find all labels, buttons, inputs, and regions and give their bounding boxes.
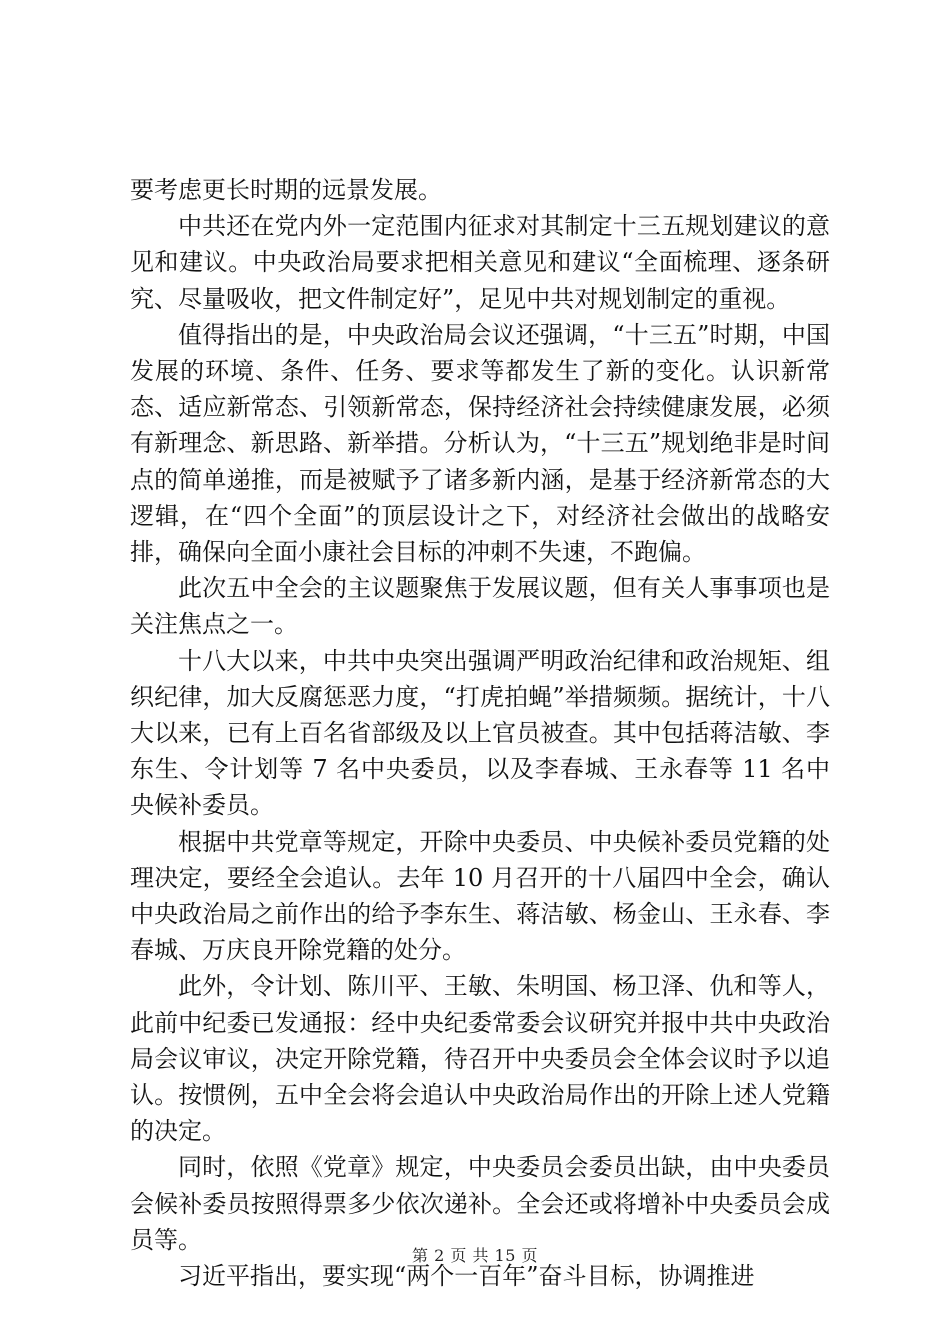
paragraph: 同时，依照《党章》规定，中央委员会委员出缺，由中央委员会候补委员按照得票多少依次递补。全会还或将增补中央委员会成员等。	[130, 1153, 830, 1254]
paragraph: 此外，令计划、陈川平、王敏、朱明国、杨卫泽、仇和等人，此前中纪委已发通报：经中央纪委常委会议研究并报中共中央政治局会议审议，决定开除党籍，待召开中央委员会全体会议时予以追认。按惯例，五中全会将会追认中央政治局作出的开除上述人党籍的决定。	[130, 972, 830, 1146]
paragraph-continuation: 要考虑更长时期的远景发展。	[130, 176, 442, 204]
paragraph: 根据中共党章等规定，开除中央委员、中央候补委员党籍的处理决定，要经全会追认。去年 10 月召开的十八届四中全会，确认中央政治局之前作出的给予李东生、蒋洁敏、杨金山、王永春、李春城、万庆良开除党籍的处分。	[130, 827, 830, 965]
paragraph: 中共还在党内外一定范围内征求对其制定十三五规划建议的意见和建议。中央政治局要求把相关意见和建议“全面梳理、逐条研究、尽量吸收，把文件制定好”，足见中共对规划制定的重视。	[130, 212, 830, 313]
document-body	[130, 172, 830, 1294]
page-number-footer: 第 2 页 共 15 页	[412, 1246, 538, 1265]
paragraph: 值得指出的是，中央政治局会议还强调，“十三五”时期，中国发展的环境、条件、任务、要求等都发生了新的变化。认识新常态、适应新常态、引领新常态，保持经济社会持续健康发展，必须有新理念、新思路、新举措。分析认为，“十三五”规划绝非是时间点的简单递推，而是被赋予了诸多新内涵，是基于经济新常态的大逻辑，在“四个全面”的顶层设计之下，对经济社会做出的战略安排，确保向全面小康社会目标的冲刺不失速，不跑偏。	[130, 320, 830, 567]
paragraph: 十八大以来，中共中央突出强调严明政治纪律和政治规矩、组织纪律，加大反腐惩恶力度，“打虎拍蝇”举措频频。据统计，十八大以来，已有上百名省部级及以上官员被查。其中包括蒋洁敏、李东生、令计划等 7 名中央委员，以及李春城、王永春等 11 名中央候补委员。	[130, 646, 830, 820]
paragraph: 此次五中全会的主议题聚焦于发展议题，但有关人事事项也是关注焦点之一。	[130, 574, 830, 639]
paragraph: 习近平指出，要实现“两个一百年”奋斗目标，协调推进	[178, 1262, 755, 1291]
